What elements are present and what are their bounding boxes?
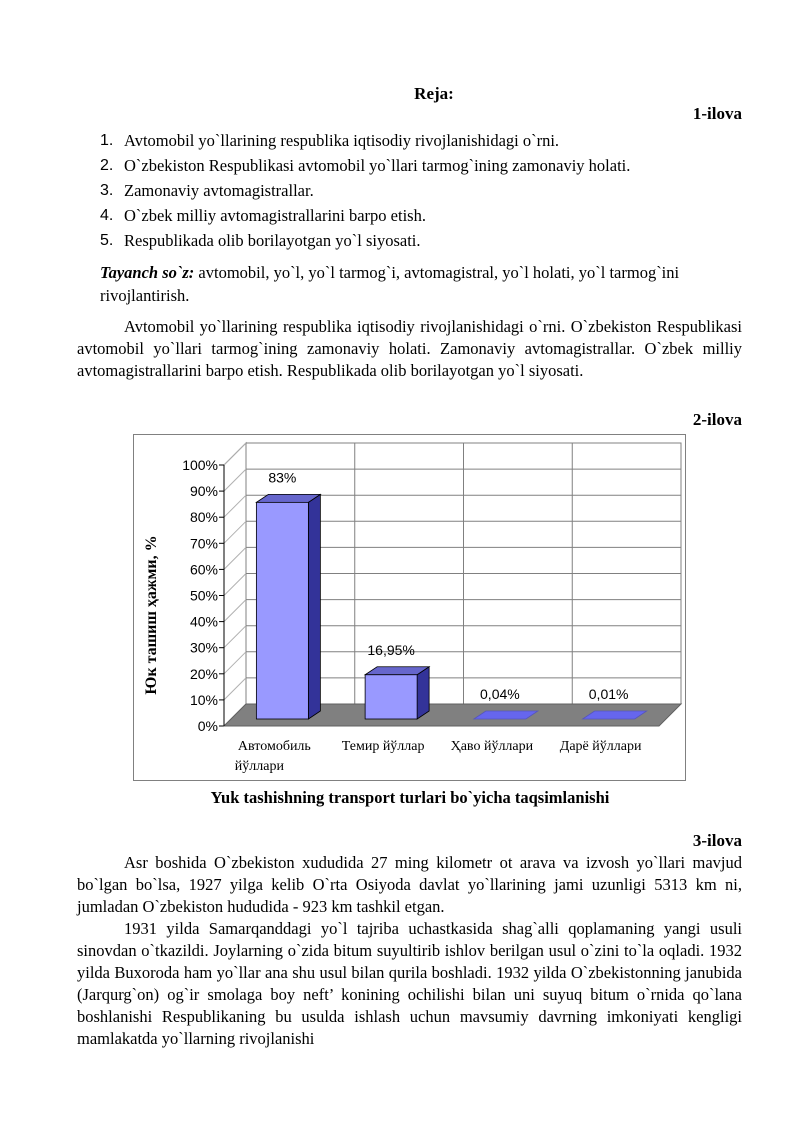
data-label: 16,95% <box>367 641 415 658</box>
y-tick-label: 30% <box>189 639 218 656</box>
bar-top <box>365 667 429 675</box>
x-tick-label: йўллари <box>234 759 284 774</box>
appendix-3-label: 3-ilova <box>692 831 742 850</box>
y-axis-label: Юк ташиш ҳажми, % <box>143 535 160 695</box>
bar <box>583 711 647 719</box>
bar <box>474 711 538 719</box>
y-tick-label: 90% <box>189 483 218 500</box>
x-tick-label: Ҳаво йўллари <box>450 739 534 754</box>
bar-top <box>256 494 320 502</box>
plan-item: 3. Zamonaviy avtomagistrallar. <box>100 181 314 200</box>
plan-item: 5. Respublikada olib borilayotgan yo`l siyosati. <box>100 231 421 250</box>
y-tick-label: 100% <box>182 457 218 473</box>
chart-caption: Yuk tashishning transport turlari bo`yicha taqsimlanishi <box>210 788 610 807</box>
y-tick-label: 0% <box>197 718 218 734</box>
x-tick-label: Дарё йўллари <box>559 739 642 754</box>
y-tick-label: 10% <box>189 691 218 708</box>
x-tick-label: Автомобиль <box>237 739 311 754</box>
keywords-text: avtomobil, yo`l, yo`l tarmog`i, avtomagistral, yo`l holati, yo`l tarmog`ini rivojlantirish. <box>100 263 680 305</box>
data-label: 83% <box>268 469 297 486</box>
bar <box>256 502 308 719</box>
y-tick-label: 20% <box>189 665 218 682</box>
y-tick-label: 80% <box>189 509 218 526</box>
intro-paragraph: Avtomobil yo`llarining respublika iqtisodiy rivojlanishidagi o`rni. O`zbekiston Respublikasi avtomobil yo`llari tarmog`ining zamonaviy holati. Zamonaviy avtomagistrallar. O`zbek milliy avtomagistrallarini barpo etish. Respublikada olib borilayotgan yo`l siyosati. <box>77 317 742 380</box>
y-tick-label: 40% <box>189 613 218 630</box>
x-tick-label: Темир йўллар <box>341 739 425 754</box>
bar-side <box>308 494 320 719</box>
data-label: 0,04% <box>480 686 520 702</box>
appendix-1-label: 1-ilova <box>692 104 742 123</box>
keywords-label: Tayanch so`z: <box>100 263 195 282</box>
keywords <box>100 261 720 307</box>
y-tick-label: 70% <box>189 535 218 552</box>
plan-list <box>100 128 740 253</box>
body-paragraph: 1931 yilda Samarqanddagi yo`l tajriba uchastkasida shag`alli qoplamaning yangi usuli sinovdan o`tkazildi. Joylarning o`zida bitum suyultirib ishlov berilgan usul o`zini to`la oqladi. 1932 yilda Buxoroda ham yo`llar ana shu usul bilan qurila boshladi. 1932 yilda O`zbekistonning janubida (Jarqurg`on) og`ir smolaga boy neft’ konining ochilishi bilan uni suyuq bitum o`rnida qo`lana boshlanishi Respublikaning bu usulda ishlash uchun mavsumiy davrning imkoniyati kengligi mamlakatda yo`llarning rivojlanishi <box>77 919 742 1048</box>
data-label: 0,01% <box>588 686 629 702</box>
plan-item: 2. O`zbekiston Respublikasi avtomobil yo`llari tarmog`ining zamonaviy holati. <box>100 156 631 175</box>
plan-item: 1. Avtomobil yo`llarining respublika iqtisodiy rivojlanishidagi o`rni. <box>100 131 560 150</box>
bar <box>365 675 417 719</box>
chart-canvas <box>134 435 685 780</box>
appendix-2-label: 2-ilova <box>692 410 742 429</box>
y-tick-label: 50% <box>189 587 218 604</box>
plan-item: 4. O`zbek milliy avtomagistrallarini barpo etish. <box>100 206 426 225</box>
body-paragraph: Asr boshida O`zbekiston xududida 27 ming kilometr ot arava va izvosh yo`llari mavjud bo`lgan bo`lsa, 1927 yilga kelib O`rta Osiyoda davlat yo`llarining jami uzunligi 5313 km ni, jumladan O`zbekiston hududida - 923 km tashkil etgan. <box>77 853 742 916</box>
bar-side <box>417 667 429 719</box>
plan-title: Reja: <box>414 84 454 103</box>
bar-chart <box>133 434 686 781</box>
y-tick-label: 60% <box>189 561 218 578</box>
